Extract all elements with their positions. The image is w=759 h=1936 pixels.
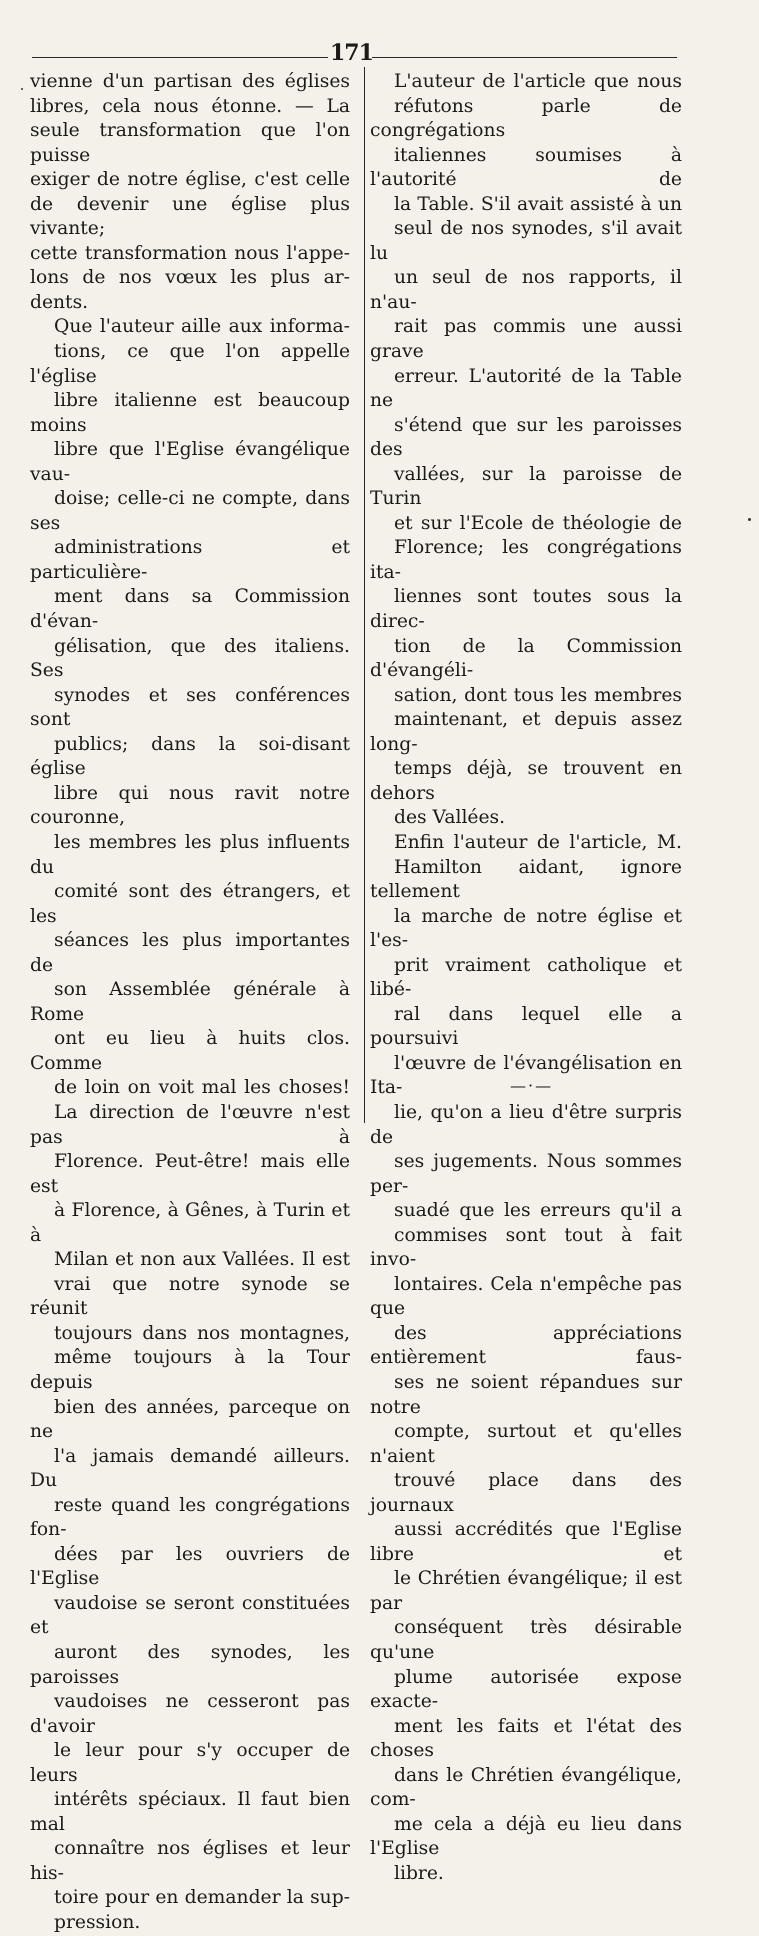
text-line: dents.: [30, 291, 89, 313]
text-line: la marche de notre église et l'es-: [370, 905, 682, 952]
text-line: vaudoise se seront constituées et: [30, 1592, 350, 1639]
text-line: sation, dont tous les membres: [394, 684, 682, 706]
text-line: italiennes soumises à l'autorité de: [370, 144, 682, 191]
text-line: trouvé place dans des journaux: [370, 1470, 682, 1516]
text-line: lontaires. Cela n'empêche pas que: [370, 1273, 682, 1320]
text-line: vrai que notre synode se réunit: [30, 1273, 350, 1320]
text-line: ont eu lieu à huits clos. Comme: [30, 1028, 350, 1074]
text-line: pression.: [54, 1912, 141, 1934]
right-column: [370, 70, 682, 1886]
text-line: conséquent très désirable qu'une: [370, 1617, 682, 1663]
text-line: lie, qu'on a lieu d'être surpris de: [370, 1101, 682, 1148]
text-line: toujours dans nos montagnes,: [54, 1322, 350, 1344]
text-line: administrations et particulière-: [30, 537, 350, 583]
text-line: ment dans sa Commission d'évan-: [30, 586, 350, 633]
text-line: rait pas commis une aussi grave: [370, 316, 682, 363]
text-line: temps déjà, se trouvent en dehors: [370, 758, 682, 804]
text-line: intérêts spéciaux. Il faut bien mal: [30, 1789, 350, 1835]
right-paragraph-2: [370, 831, 682, 1887]
text-line: dans le Chrétien évangélique, com-: [370, 1764, 682, 1811]
text-line: vallées, sur la paroisse de Turin: [370, 463, 682, 510]
text-line: Que l'auteur aille aux informa-: [54, 316, 350, 338]
text-line: Enfin l'auteur de l'article, M.: [394, 831, 682, 853]
header-rule-left: [32, 57, 328, 58]
text-line: ses jugements. Nous sommes per-: [370, 1151, 682, 1197]
text-line: des Vallées.: [394, 807, 506, 829]
right-paragraph-1: [370, 70, 682, 831]
text-line: exiger de notre église, c'est celle: [30, 169, 350, 191]
text-line: auront des synodes, les paroisses: [30, 1642, 350, 1688]
text-line: la Table. S'il avait assisté à un: [394, 193, 682, 215]
text-line: commises sont tout à fait invo-: [370, 1224, 682, 1271]
header-rule-right: [372, 57, 677, 58]
text-line: le leur pour s'y occuper de leurs: [30, 1740, 350, 1786]
text-line: reste quand les congrégations fon-: [30, 1494, 350, 1541]
text-line: erreur. L'autorité de la Table ne: [370, 365, 682, 412]
text-line: publics; dans la soi-disant église: [30, 733, 350, 780]
text-line: ment les faits et l'état des choses: [370, 1715, 682, 1762]
text-line: compte, surtout et qu'elles n'aient: [370, 1421, 682, 1467]
text-line: gélisation, que des italiens. Ses: [30, 635, 350, 682]
text-line: bien des années, parceque on ne: [30, 1396, 350, 1443]
left-column: [30, 70, 350, 1936]
text-line: toire pour en demander la sup-: [54, 1887, 350, 1909]
text-line: le Chrétien évangélique; il est par: [370, 1568, 682, 1614]
text-line: tions, ce que l'on appelle l'église: [30, 341, 350, 387]
text-line: l'œuvre de l'évangélisation en Ita-: [370, 1052, 682, 1099]
text-line: prit vraiment catholique et libé-: [370, 954, 682, 1001]
text-line: même toujours à la Tour depuis: [30, 1347, 350, 1393]
paper-speck: [748, 518, 751, 521]
text-line: Milan et non aux Vallées. Il est: [54, 1249, 350, 1271]
text-line: Florence. Peut-être! mais elle est: [30, 1151, 350, 1197]
text-line: cette transformation nous l'appe-: [30, 242, 350, 264]
text-line: Florence; les congrégations ita-: [370, 537, 682, 583]
text-line: libre italienne est beaucoup moins: [30, 390, 350, 436]
text-line: tion de la Commission d'évangéli-: [370, 635, 682, 682]
paper-speck: [21, 88, 23, 90]
text-line: liennes sont toutes sous la direc-: [370, 586, 682, 633]
text-line: suadé que les erreurs qu'il a: [394, 1200, 682, 1222]
text-line: ses ne soient répandues sur notre: [370, 1371, 682, 1418]
text-line: seul de nos synodes, s'il avait lu: [370, 218, 682, 264]
text-line: de devenir une église plus vivante;: [30, 193, 350, 240]
text-line: comité sont des étrangers, et les: [30, 881, 350, 927]
text-line: plume autorisée expose exacte-: [370, 1666, 682, 1713]
text-line: les membres les plus influents du: [30, 831, 350, 878]
text-line: un seul de nos rapports, il n'au-: [370, 267, 682, 313]
text-line: aussi accrédités que l'Eglise libre et: [370, 1519, 682, 1565]
text-line: libres, cela nous étonne. — La: [30, 95, 350, 117]
text-line: son Assemblée générale à Rome: [30, 979, 350, 1025]
text-line: des appréciations entièrement faus-: [370, 1322, 682, 1369]
text-line: l'a jamais demandé ailleurs. Du: [30, 1445, 350, 1492]
text-line: libre qui nous ravit notre couronne,: [30, 782, 350, 829]
text-line: à Florence, à Gênes, à Turin et à: [30, 1200, 350, 1246]
text-line: La direction de l'œuvre n'est pas à: [30, 1101, 350, 1148]
text-line: synodes et ses conférences sont: [30, 684, 350, 731]
text-line: lons de nos vœux les plus ar-: [30, 267, 350, 289]
text-line: connaître nos églises et leur his-: [30, 1838, 350, 1884]
column-divider: [364, 67, 365, 1123]
page-number: 171: [330, 40, 373, 66]
left-paragraph-1: [30, 70, 350, 315]
text-line: réfutons parle de congrégations: [370, 95, 682, 142]
text-line: vaudoises ne cesseront pas d'avoir: [30, 1691, 350, 1737]
text-line: de loin on voit mal les choses!: [54, 1077, 350, 1099]
text-line: ral dans lequel elle a poursuivi: [370, 1003, 682, 1050]
text-line: maintenant, et depuis assez long-: [370, 709, 682, 755]
text-line: s'étend que sur les paroisses des: [370, 414, 682, 461]
text-line: libre que l'Eglise évangélique vau-: [30, 439, 350, 485]
left-paragraph-2: [30, 315, 350, 1935]
text-line: doise; celle-ci ne compte, dans ses: [30, 488, 350, 534]
end-ornament: —·—: [510, 1076, 554, 1095]
text-line: et sur l'Ecole de théologie de: [394, 512, 682, 534]
text-line: vienne d'un partisan des églises: [30, 71, 350, 92]
text-line: libre.: [394, 1862, 444, 1884]
text-line: Hamilton aidant, ignore tellement: [370, 856, 682, 903]
text-line: seule transformation que l'on puisse: [30, 120, 350, 166]
text-line: me cela a déjà eu lieu dans l'Eglise: [370, 1813, 682, 1860]
text-line: dées par les ouvriers de l'Eglise: [30, 1543, 350, 1590]
text-line: séances les plus importantes de: [30, 930, 350, 976]
text-line: L'auteur de l'article que nous: [394, 71, 682, 92]
